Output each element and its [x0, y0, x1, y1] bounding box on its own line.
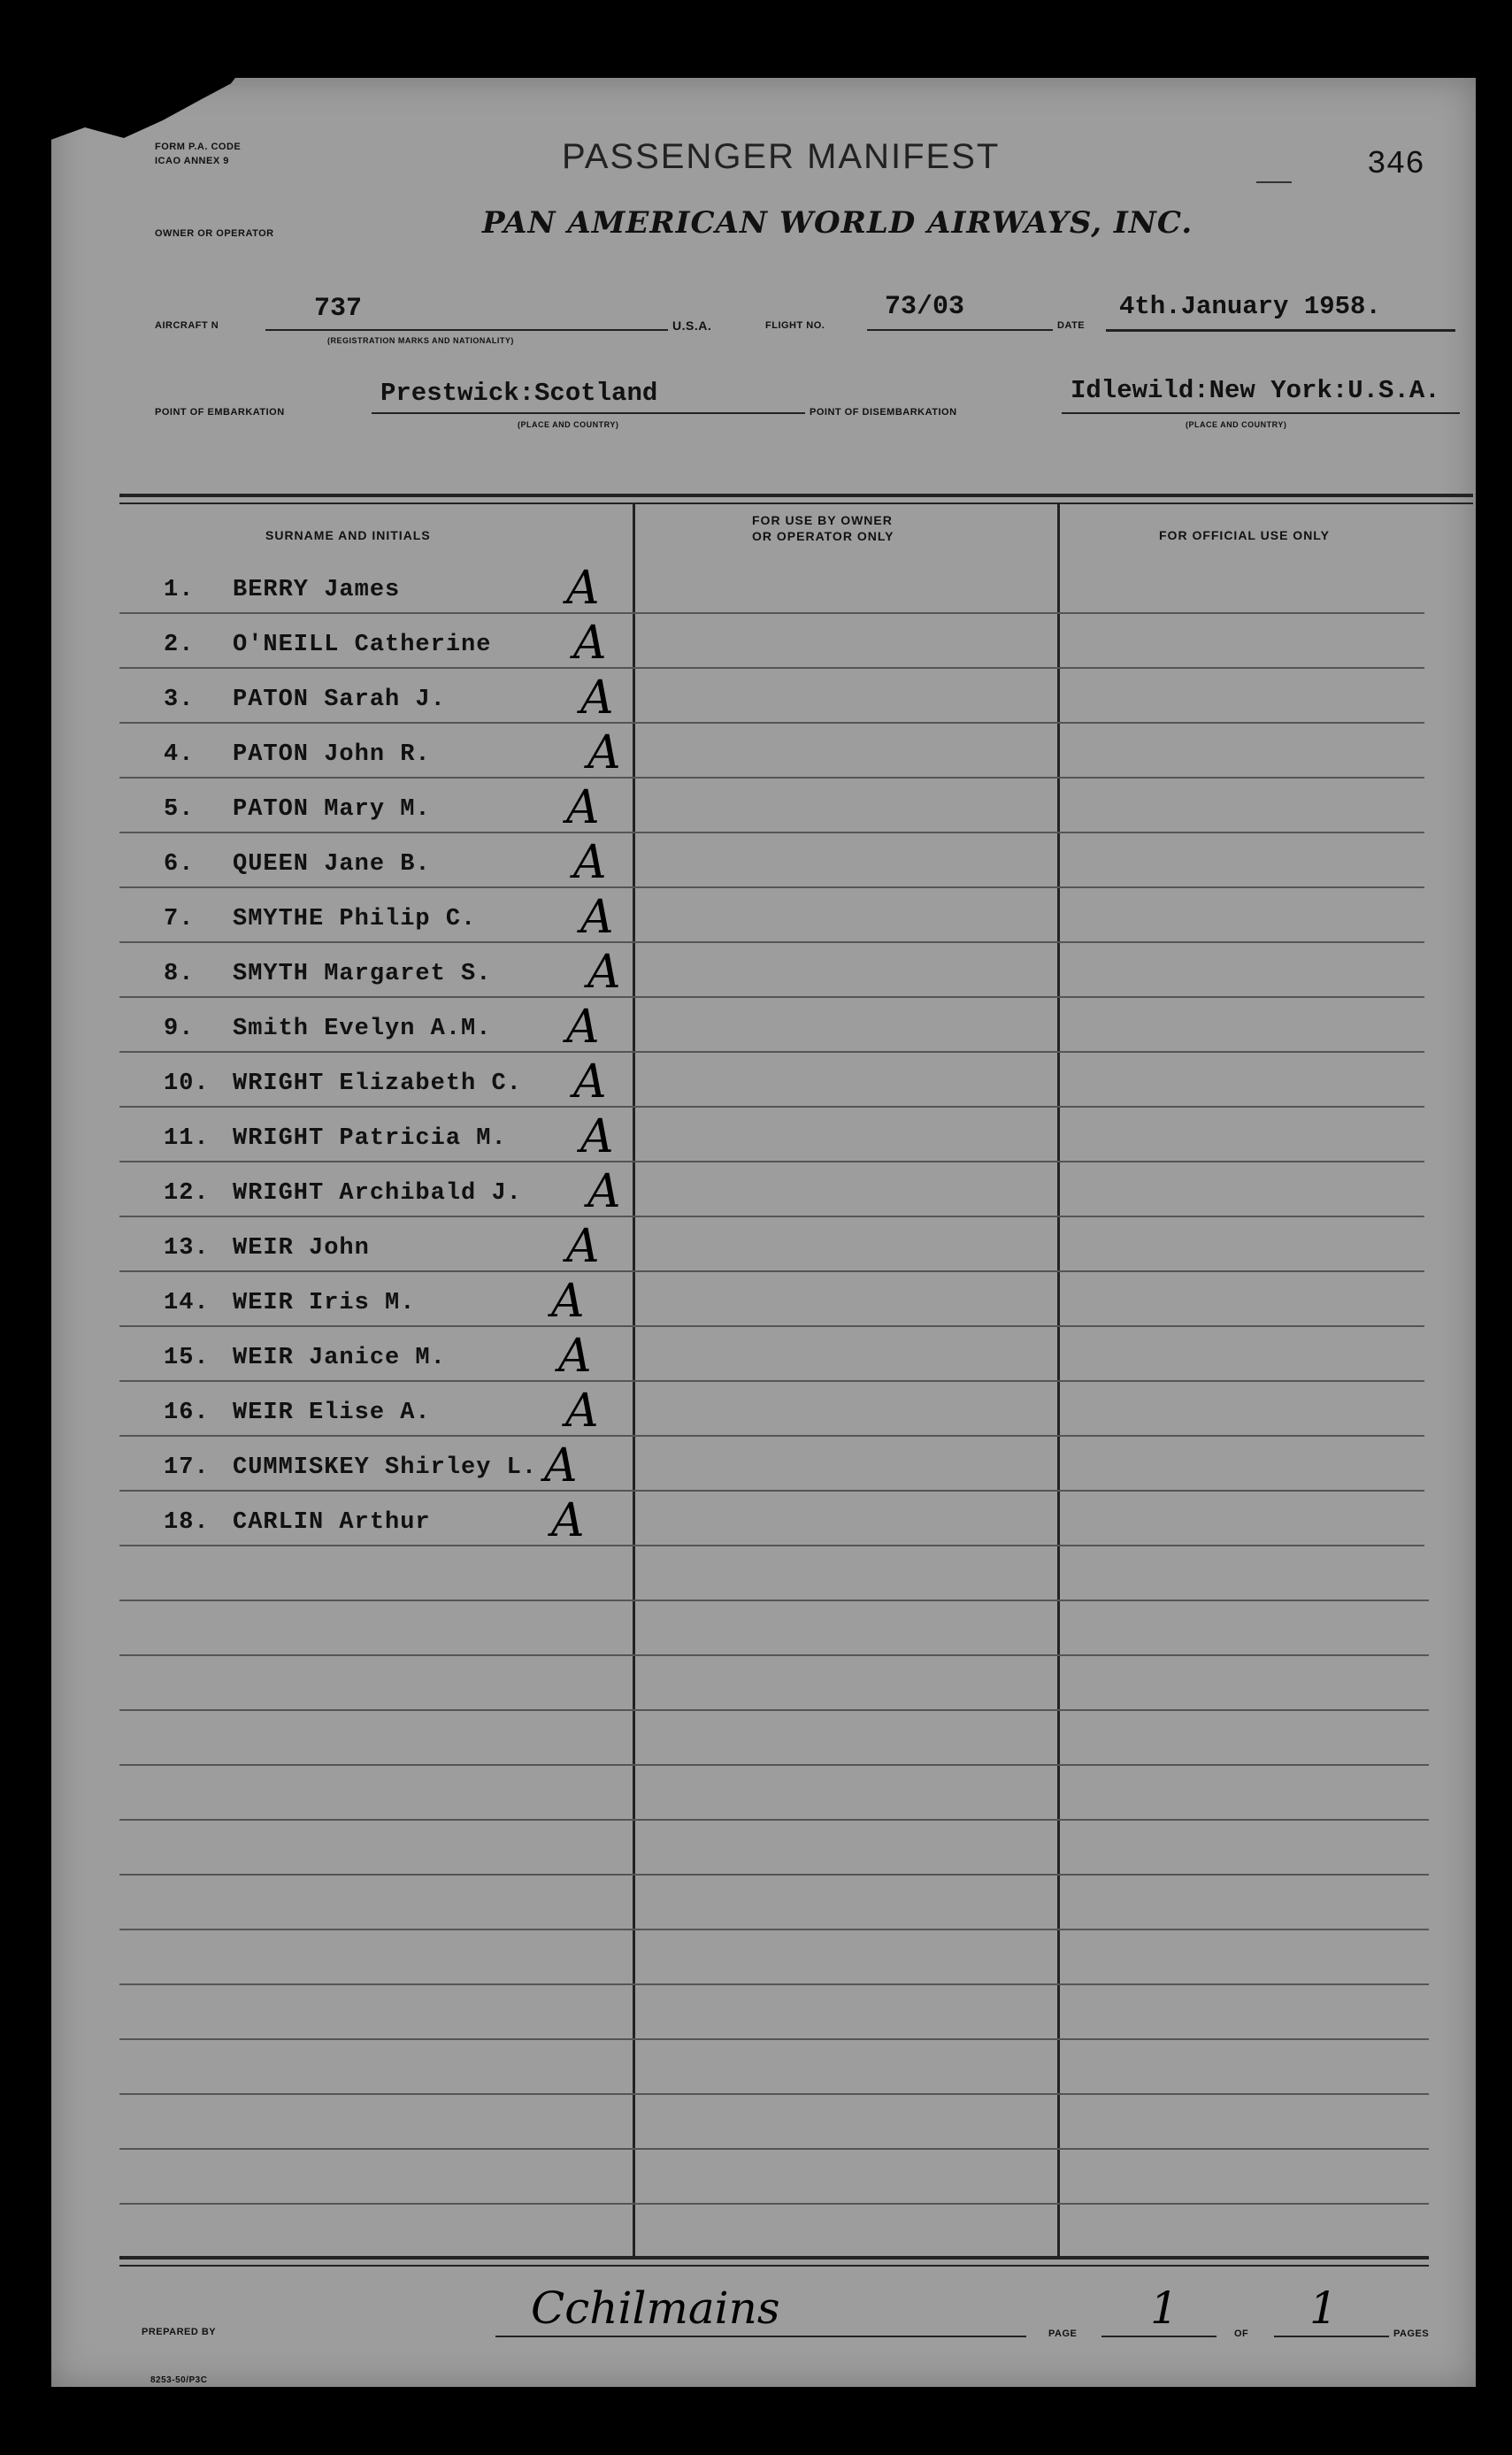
- passenger-name: WEIR Elise A.: [233, 1400, 431, 1426]
- passenger-number: 12.: [164, 1180, 210, 1207]
- row-rule: [119, 1819, 1429, 1821]
- passenger-row: [164, 1290, 415, 1316]
- stamp-dash: [1256, 181, 1292, 183]
- row-rule: [119, 722, 1424, 724]
- passenger-row: [164, 1125, 507, 1152]
- page-total: 1: [1309, 2282, 1338, 2334]
- form-ref-line1: FORM P.A. CODE: [155, 142, 242, 152]
- of-label: OF: [1234, 2328, 1249, 2339]
- row-rule: [119, 1270, 1424, 1272]
- row-rule: [119, 667, 1424, 669]
- row-rule: [119, 777, 1424, 779]
- row-rule: [119, 1654, 1429, 1656]
- passenger-number: 6.: [164, 851, 195, 878]
- passenger-row: [164, 1180, 522, 1207]
- row-rule: [119, 1161, 1424, 1162]
- arrival-mark: A: [566, 781, 600, 834]
- embark-value: Prestwick:Scotland: [380, 379, 658, 408]
- arrival-mark: A: [566, 1001, 600, 1054]
- operator-name: PAN AMERICAN WORLD AIRWAYS, INC.: [482, 205, 1193, 241]
- row-rule: [119, 941, 1424, 943]
- row-rule: [119, 1874, 1429, 1876]
- row-rule: [119, 2203, 1429, 2205]
- passenger-name: WEIR John: [233, 1235, 370, 1262]
- embark-line: [372, 412, 805, 414]
- col-header-owner-2: OR OPERATOR ONLY: [752, 529, 894, 543]
- arrival-mark: A: [551, 1275, 585, 1328]
- passenger-name: Smith Evelyn A.M.: [233, 1016, 492, 1042]
- passenger-name: WRIGHT Elizabeth C.: [233, 1070, 522, 1097]
- arrival-mark: A: [587, 946, 621, 999]
- arrival-mark: A: [551, 1494, 585, 1547]
- arrival-mark: A: [573, 617, 607, 670]
- passenger-number: 17.: [164, 1454, 210, 1481]
- passenger-number: 1.: [164, 577, 195, 603]
- row-rule: [119, 832, 1424, 833]
- row-rule: [119, 1764, 1429, 1766]
- flight-value: 73/03: [885, 292, 965, 322]
- passenger-name: WRIGHT Archibald J.: [233, 1180, 522, 1207]
- row-rule: [119, 1106, 1424, 1108]
- aircraft-line: [265, 329, 668, 331]
- arrival-mark: A: [544, 1439, 578, 1492]
- disembark-label: POINT OF DISEMBARKATION: [810, 407, 957, 418]
- passenger-row: [164, 687, 446, 713]
- passenger-row: [164, 906, 476, 932]
- arrival-mark: A: [573, 1055, 607, 1109]
- passenger-name: O'NEILL Catherine: [233, 632, 492, 658]
- col-header-owner-1: FOR USE BY OWNER: [752, 513, 893, 527]
- pages-label: PAGES: [1393, 2328, 1430, 2339]
- row-rule: [119, 1929, 1429, 1930]
- table-bottom-rule-2: [119, 2265, 1429, 2267]
- arrival-mark: A: [587, 1165, 621, 1218]
- passenger-number: 10.: [164, 1070, 210, 1097]
- page-number: 1: [1150, 2282, 1178, 2334]
- row-rule: [119, 1325, 1424, 1327]
- passenger-row: [164, 1345, 446, 1371]
- table-top-rule: [119, 494, 1473, 497]
- passenger-number: 15.: [164, 1345, 210, 1371]
- arrival-mark: A: [558, 1330, 592, 1383]
- date-value: 4th.January 1958.: [1119, 292, 1381, 321]
- passenger-row: [164, 741, 431, 768]
- passenger-number: 18.: [164, 1509, 210, 1536]
- prepared-label: PREPARED BY: [142, 2327, 217, 2337]
- table-bottom-rule: [119, 2256, 1429, 2259]
- passenger-row: [164, 1070, 522, 1097]
- passenger-number: 4.: [164, 741, 195, 768]
- disembark-caption: (PLACE AND COUNTRY): [1186, 420, 1287, 429]
- passenger-name: BERRY James: [233, 577, 401, 603]
- passenger-name: WEIR Janice M.: [233, 1345, 446, 1371]
- page-label: PAGE: [1048, 2328, 1078, 2339]
- row-rule: [119, 1545, 1424, 1546]
- row-rule: [119, 1051, 1424, 1053]
- passenger-name: PATON Sarah J.: [233, 687, 446, 713]
- passenger-name: CARLIN Arthur: [233, 1509, 431, 1536]
- passenger-row: [164, 577, 400, 603]
- page-line: [1101, 2336, 1217, 2337]
- row-rule: [119, 1983, 1429, 1985]
- passenger-row: [164, 1235, 370, 1262]
- arrival-mark: A: [565, 1385, 599, 1438]
- row-rule: [119, 2148, 1429, 2150]
- passenger-row: [164, 851, 431, 878]
- form-ref-line2: ICAO ANNEX 9: [155, 156, 229, 166]
- passenger-name: CUMMISKEY Shirley L.: [233, 1454, 538, 1481]
- table-top-rule-2: [119, 503, 1473, 504]
- row-rule: [119, 1380, 1424, 1382]
- passenger-number: 11.: [164, 1125, 210, 1152]
- arrival-mark: A: [580, 1110, 614, 1163]
- page-stamp: 346: [1367, 146, 1424, 182]
- passenger-number: 13.: [164, 1235, 210, 1262]
- arrival-mark: A: [573, 836, 607, 889]
- passenger-number: 8.: [164, 961, 195, 987]
- disembark-value: Idlewild:New York:U.S.A.: [1071, 376, 1440, 405]
- disembark-line: [1062, 412, 1460, 414]
- passenger-row: [164, 1509, 431, 1536]
- row-rule: [119, 612, 1424, 614]
- passenger-number: 16.: [164, 1400, 210, 1426]
- total-line: [1274, 2336, 1389, 2337]
- embark-caption: (PLACE AND COUNTRY): [518, 420, 619, 429]
- passenger-number: 3.: [164, 687, 195, 713]
- form-code: 8253-50/P3C: [150, 2375, 208, 2385]
- passenger-name: WRIGHT Patricia M.: [233, 1125, 507, 1152]
- passenger-name: QUEEN Jane B.: [233, 851, 431, 878]
- registration-caption: (REGISTRATION MARKS AND NATIONALITY): [327, 336, 514, 345]
- passenger-row: [164, 1454, 537, 1481]
- row-rule: [119, 1490, 1424, 1492]
- page-title: PASSENGER MANIFEST: [562, 137, 1001, 176]
- passenger-name: WEIR Iris M.: [233, 1290, 416, 1316]
- date-label: DATE: [1057, 320, 1086, 331]
- col-header-surname: SURNAME AND INITIALS: [265, 528, 431, 542]
- owner-label: OWNER OR OPERATOR: [155, 228, 274, 239]
- embark-label: POINT OF EMBARKATION: [155, 407, 285, 418]
- passenger-row: [164, 796, 431, 823]
- signature-line: [495, 2336, 1026, 2337]
- row-rule: [119, 2038, 1429, 2040]
- passenger-number: 2.: [164, 632, 195, 658]
- flight-line: [867, 329, 1053, 331]
- row-rule: [119, 1709, 1429, 1711]
- passenger-number: 7.: [164, 906, 195, 932]
- passenger-row: [164, 1016, 491, 1042]
- col-header-official: FOR OFFICIAL USE ONLY: [1159, 528, 1330, 542]
- passenger-name: SMYTH Margaret S.: [233, 961, 492, 987]
- passenger-row: [164, 632, 491, 658]
- arrival-mark: A: [580, 671, 614, 725]
- row-rule: [119, 886, 1424, 888]
- passenger-row: [164, 961, 491, 987]
- passenger-row: [164, 1400, 431, 1426]
- aircraft-label: AIRCRAFT N: [155, 320, 219, 331]
- passenger-number: 5.: [164, 796, 195, 823]
- arrival-mark: A: [566, 1220, 600, 1273]
- arrival-mark: A: [587, 726, 621, 779]
- row-rule: [119, 1435, 1424, 1437]
- passenger-name: PATON John R.: [233, 741, 431, 768]
- row-rule: [119, 2093, 1429, 2095]
- row-rule: [119, 1216, 1424, 1217]
- flight-label: FLIGHT NO.: [765, 320, 825, 331]
- passenger-number: 14.: [164, 1290, 210, 1316]
- passenger-number: 9.: [164, 1016, 195, 1042]
- aircraft-value: 737: [314, 294, 363, 324]
- row-rule: [119, 996, 1424, 998]
- date-line: [1106, 329, 1455, 332]
- passenger-name: SMYTHE Philip C.: [233, 906, 477, 932]
- arrival-mark: A: [566, 562, 600, 615]
- preparer-signature: Cchilmains: [531, 2282, 780, 2334]
- usa-label: U.S.A.: [672, 318, 712, 333]
- passenger-name: PATON Mary M.: [233, 796, 431, 823]
- row-rule: [119, 1600, 1429, 1601]
- arrival-mark: A: [580, 891, 614, 944]
